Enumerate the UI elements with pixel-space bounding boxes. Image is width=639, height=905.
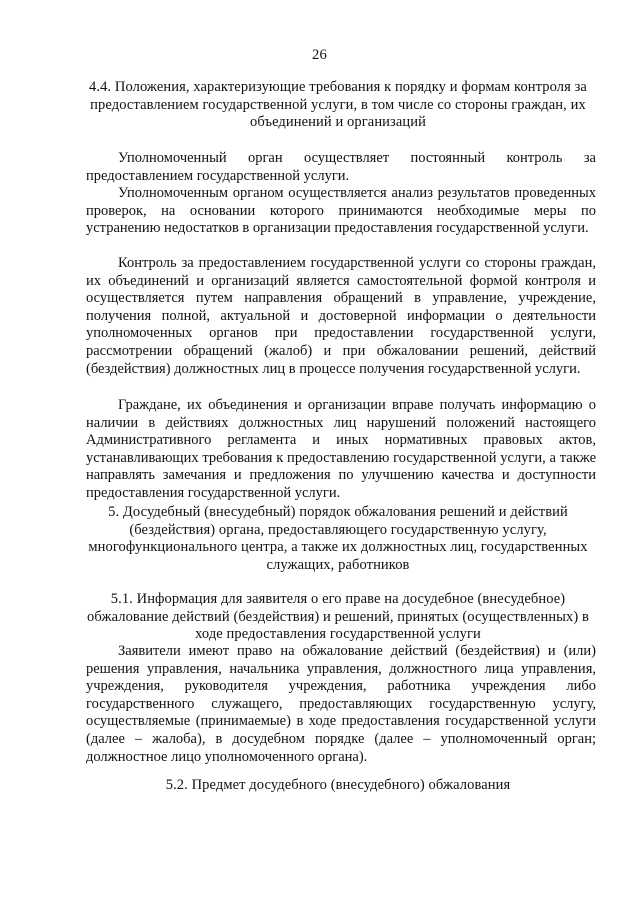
section-heading-4-4: 4.4. Положения, характеризующие требования к порядку и формам контроля за предоставлением государственной услуги, в том числе со стороны граждан, их объединений и организаций bbox=[89, 79, 587, 131]
section-heading-5: 5. Досудебный (внесудебный) порядок обжалования решений и действий (бездействия) органа, предоставляющего государственную услугу, многофункционального центра, а также их должностных лиц, государственных служащих, работников bbox=[88, 504, 588, 573]
section-heading-5-2: 5.2. Предмет досудебного (внесудебного) обжалования bbox=[165, 777, 511, 793]
section-heading-5-1: 5.1. Информация для заявителя о его праве на досудебное (внесудебное) обжалование действий (бездействия) и решений, принятых (осуществленных) в ходе предоставления государственной услуги bbox=[87, 591, 589, 643]
paragraph-inspection-analysis: Уполномоченным органом осуществляется анализ результатов проведенных проверок, на основании которого принимаются необходимые меры по устранению недостатков в организации предоставления государственной услуги. bbox=[86, 185, 596, 237]
paragraph-citizen-rights: Граждане, их объединения и организации вправе получать информацию о наличии в действиях должностных лиц нарушений положений настоящего Административного регламента и иных нормативных правовых актов, устанавливающих требования к предоставлению государственной услуги, а также направлять замечания и предложения по улучшению качества и доступности предоставления государственной услуги. bbox=[86, 397, 596, 501]
paragraph-appeal-rights: Заявители имеют право на обжалование действий (бездействия) и (или) решения управления, начальника управления, должностного лица управления, учреждения, руководителя учреждения, работника учреждения либо государственного служащего, предоставляющих государственную услугу, осуществляемые (принимаемые) в ходе предоставления государственной услуги (далее – жалоба), в досудебном порядке (далее – уполномоченный орган; должностное лицо уполномоченного органа). bbox=[86, 643, 596, 765]
paragraph-citizen-control: Контроль за предоставлением государственной услуги со стороны граждан, их объединений и организаций является самостоятельной формой контроля и осуществляется путем направления обращений в управление, учреждение, получения полной, актуальной и достоверной информации о деятельности уполномоченных органов при предоставлении государственной услуги, рассмотрении обращений (жалоб) и при обжаловании решений, действий (бездействия) должностных лиц в процессе получения государственной услуги. bbox=[86, 255, 596, 377]
page-number: 26 bbox=[311, 47, 328, 63]
paragraph-authority-control: Уполномоченный орган осуществляет постоянный контроль за предоставлением государственной услуги. bbox=[86, 150, 596, 184]
